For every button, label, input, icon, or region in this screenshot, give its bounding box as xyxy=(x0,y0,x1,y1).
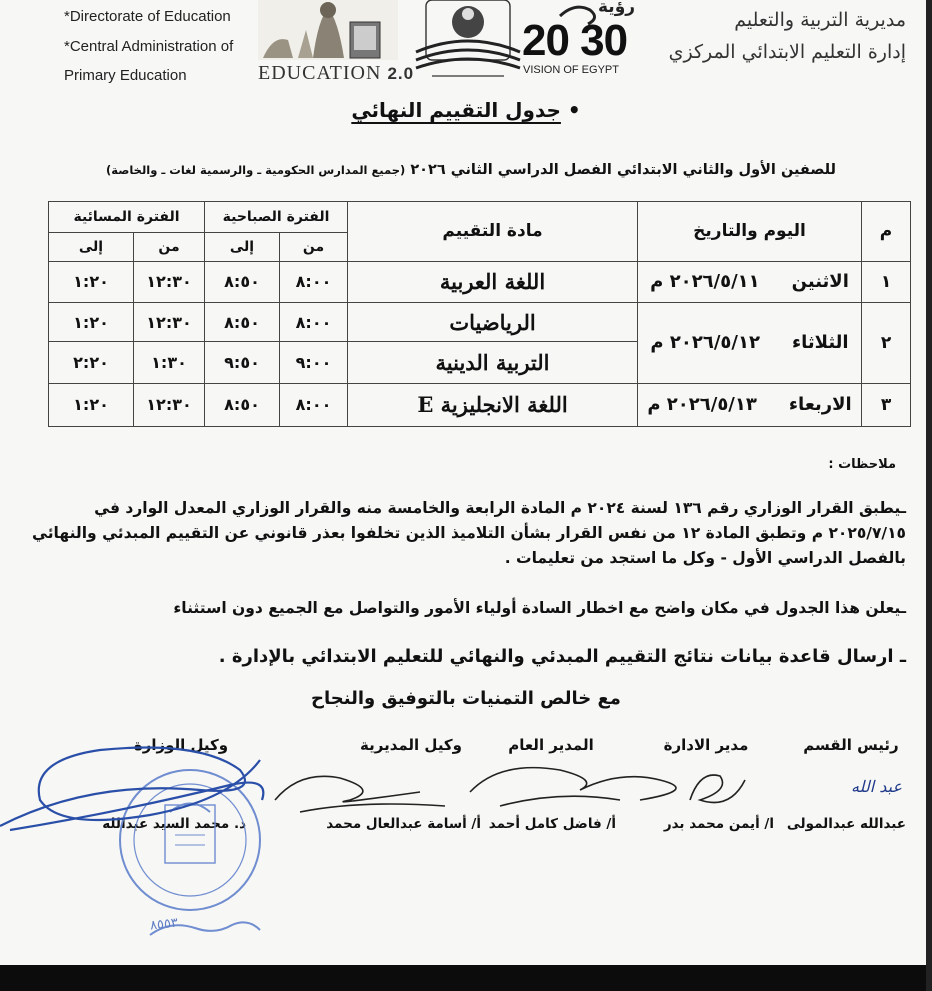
row-evening-to: ١:٢٠ xyxy=(49,383,134,426)
row-subject: اللغة العربية xyxy=(348,261,638,302)
table-row xyxy=(49,383,911,426)
header-day-date: اليوم والتاريخ xyxy=(638,202,862,262)
signature-name: عبدالله عبدالمولى xyxy=(786,816,906,832)
row-date: ٢٠٢٦/٥/١٣ م xyxy=(647,394,757,416)
subtitle-note: (جميع المدارس الحكومية ـ والرسمية لغات ـ والخاصة) xyxy=(106,163,406,177)
row-day-date xyxy=(638,303,862,384)
signature-general-director xyxy=(486,736,616,832)
header-morning: الفترة الصباحية xyxy=(205,202,348,233)
scan-bottom-edge xyxy=(0,965,932,991)
subtitle-text: للصفين الأول والثاني الابتدائي الفصل الدراسي الثاني ٢٠٢٦ xyxy=(410,162,836,178)
row-morning-to: ٩:٥٠ xyxy=(205,342,280,383)
row-day: الاربعاء xyxy=(788,394,852,416)
row-evening-to: ٢:٢٠ xyxy=(49,342,134,383)
note-item: ـيعلن هذا الجدول في مكان واضح مع اخطار السادة أولياء الأمور والتواصل مع الجميع دون استثناء xyxy=(173,599,906,617)
row-morning-from: ٩:٠٠ xyxy=(280,342,348,383)
vision-2030-number: 20 30 xyxy=(522,16,628,65)
header-en-line-3: Primary Education xyxy=(64,67,187,84)
row-num: ١ xyxy=(862,261,911,302)
row-date: ٢٠٢٦/٥/١١ م xyxy=(650,271,760,293)
signature-name: أ/ فاضل كامل أحمد xyxy=(488,816,616,832)
handwritten-note: عبد الله xyxy=(850,777,902,796)
header-en-line-1: *Directorate of Education xyxy=(64,8,231,25)
header-evening-to: إلى xyxy=(49,232,134,261)
row-evening-from: ١:٣٠ xyxy=(134,342,205,383)
scan-right-edge xyxy=(926,0,932,991)
signature-name: ا/ أيمن محمد بدر xyxy=(663,816,774,832)
education-label xyxy=(258,62,414,85)
signature-ministry-deputy xyxy=(102,736,256,832)
stamp-mark: ٨٥٥٣ xyxy=(149,915,179,934)
row-subject: الرياضيات xyxy=(348,303,638,342)
row-morning-to: ٨:٥٠ xyxy=(205,303,280,342)
row-num: ٣ xyxy=(862,383,911,426)
row-date: ٢٠٢٦/٥/١٢ م xyxy=(650,332,760,354)
row-morning-to: ٨:٥٠ xyxy=(205,383,280,426)
row-morning-from: ٨:٠٠ xyxy=(280,383,348,426)
signature-role: وكيل المديرية xyxy=(360,736,462,754)
row-morning-from: ٨:٠٠ xyxy=(280,261,348,302)
row-day-date xyxy=(638,261,862,302)
row-evening-to: ١:٢٠ xyxy=(49,261,134,302)
header-subject: مادة التقييم xyxy=(348,202,638,262)
page-title-text: جدول التقييم النهائي xyxy=(351,98,561,122)
row-evening-to: ١:٢٠ xyxy=(49,303,134,342)
header-arabic xyxy=(669,4,906,68)
signature-admin-director xyxy=(626,736,786,832)
page-subtitle xyxy=(106,162,836,178)
row-subject: اللغة الانجليزية E xyxy=(348,383,638,426)
signature-name: د. محمد السيد عبدالله xyxy=(102,816,246,832)
header-ar-line-1: مديرية التربية والتعليم xyxy=(734,9,906,31)
header-ar-line-2: إدارة التعليم الابتدائي المركزي xyxy=(668,41,906,63)
closing-line: مع خالص التمنيات بالتوفيق والنجاح xyxy=(311,688,621,709)
vision-of-egypt-label: VISION OF EGYPT xyxy=(523,64,619,76)
signature-role: وكيل الوزارة xyxy=(133,736,229,754)
row-day: الثلاثاء xyxy=(791,332,849,354)
note-item: ـ ارسال قاعدة بيانات نتائج التقييم المبدئي والنهائي للتعليم الابتدائي بالإدارة . xyxy=(218,646,906,667)
signature-directorate-deputy xyxy=(326,736,481,832)
header-evening-from: من xyxy=(134,232,205,261)
row-subject: التربية الدينية xyxy=(348,342,638,383)
signature-role: المدير العام xyxy=(508,736,594,754)
row-morning-to: ٨:٥٠ xyxy=(205,261,280,302)
education-version: 2.0 xyxy=(387,64,415,83)
row-evening-from: ١٢:٣٠ xyxy=(134,383,205,426)
row-evening-from: ١٢:٣٠ xyxy=(134,261,205,302)
ministry-emblem-icon xyxy=(412,0,524,78)
header-morning-from: من xyxy=(280,232,348,261)
row-day: الاثنين xyxy=(791,271,849,293)
schedule-table xyxy=(48,201,911,427)
signature-block xyxy=(40,736,906,856)
education-text: EDUCATION xyxy=(258,62,382,84)
notes-heading: ملاحظات : xyxy=(828,457,896,472)
table-header-row xyxy=(49,202,911,233)
table-row xyxy=(49,303,911,342)
signature-role: رئيس القسم xyxy=(803,736,899,754)
header-evening: الفترة المسائية xyxy=(49,202,205,233)
header-en-line-2: *Central Administration of xyxy=(64,37,234,55)
row-num: ٢ xyxy=(862,303,911,384)
row-morning-from: ٨:٠٠ xyxy=(280,303,348,342)
table-row xyxy=(49,261,911,302)
row-day-date xyxy=(638,383,862,426)
page-title: • جدول التقييم النهائي xyxy=(351,98,581,122)
header-english xyxy=(64,2,233,91)
signature-head-of-section xyxy=(786,736,906,832)
vision-arabic-label: رؤية xyxy=(598,0,636,17)
signature-role: مدير الادارة xyxy=(663,736,749,754)
header-num: م xyxy=(862,202,911,262)
note-item: ـيطبق القرار الوزاري رقم ١٣٦ لسنة ٢٠٢٤ م المادة الرابعة والخامسة منه والقرار الوزاري المعدل الوارد في ٢٠٢٥/٧/١٥ م وتطبق المادة ١٢ من نفس القرار بشأن التلاميذ الذين تخلفوا بعذر قانوني عن التقييم المبدئي والنهائي بالفصل الدراسي الأول - وكل ما استجد من تعليمات . xyxy=(32,499,906,567)
row-evening-from: ١٢:٣٠ xyxy=(134,303,205,342)
header-morning-to: إلى xyxy=(205,232,280,261)
pharaoh-illustration-icon xyxy=(258,0,398,60)
signature-name: أ/ أسامة عبدالعال محمد xyxy=(326,816,481,832)
